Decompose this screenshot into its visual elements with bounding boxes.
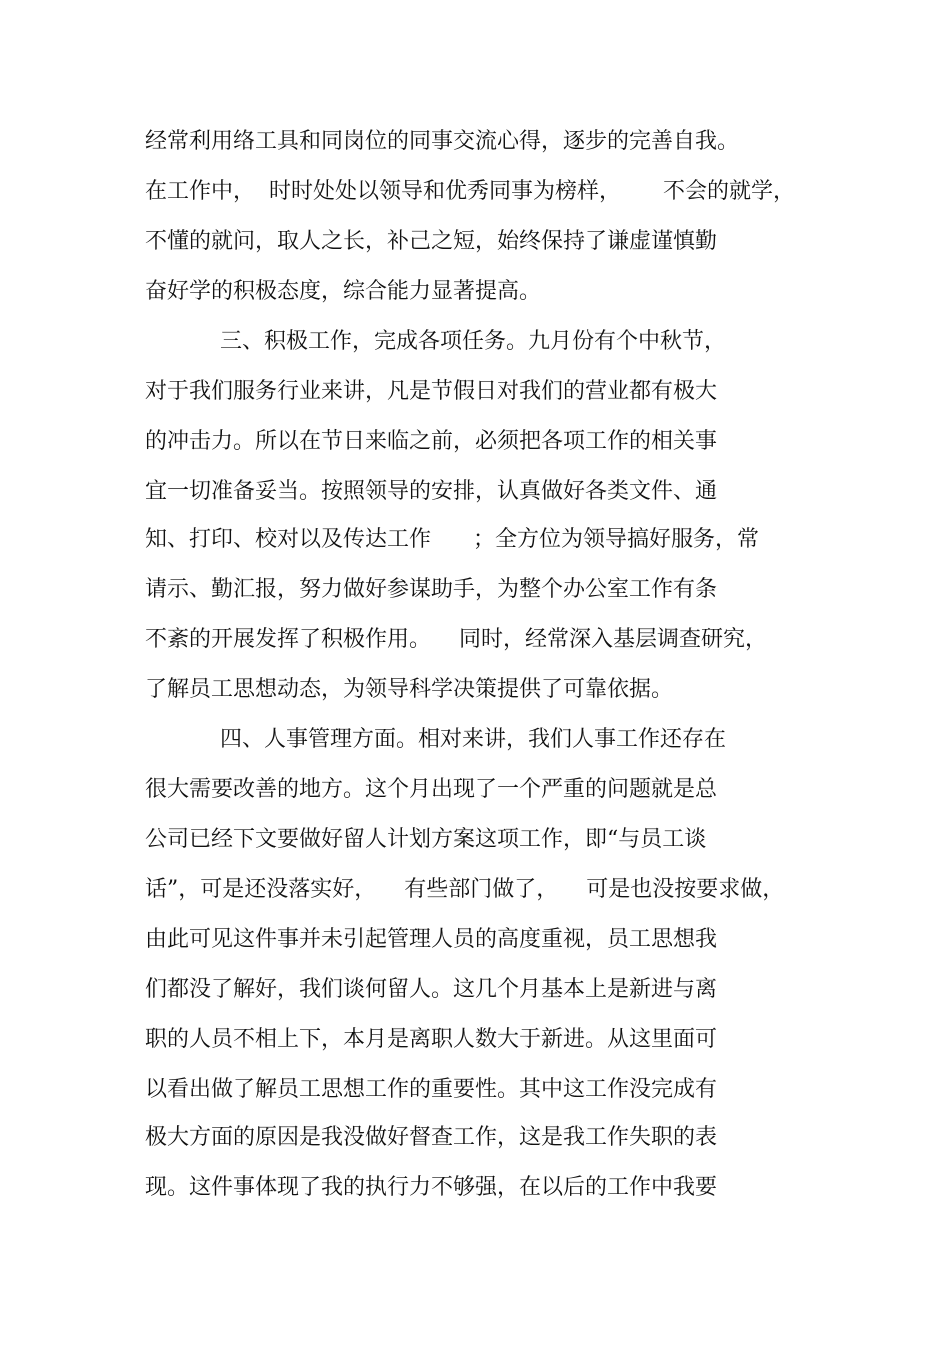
text-line: 现。这件事体现了我的执行力不够强，在以后的工作中我要 (145, 1175, 718, 1200)
text-line: 极大方面的原因是我没做好督查工作，这是我工作失职的表 (145, 1125, 718, 1150)
text-line: 话”，可是还没落实好， 有些部门做了， 可是也没按要求做， (145, 877, 785, 902)
text-line: 不懂的就问，取人之长，补己之短，始终保持了谦虚谨慎勤 (145, 229, 718, 254)
text-line: 在工作中， 时时处处以领导和优秀同事为榜样， 不会的就学， (145, 179, 795, 204)
text-line: 对于我们服务行业来讲，凡是节假日对我们的营业都有极大 (145, 379, 718, 404)
text-line: 很大需要改善的地方。这个月出现了一个严重的问题就是总 (145, 777, 718, 802)
text-line: 四、人事管理方面。相对来讲，我们人事工作还存在 (220, 727, 727, 752)
text-line: 们都没了解好，我们谈何留人。这几个月基本上是新进与离 (145, 977, 718, 1002)
text-line: 公司已经下文要做好留人计划方案这项工作，即“与员工谈 (145, 827, 707, 852)
text-line: 宜一切准备妥当。按照领导的安排，认真做好各类文件、通 (145, 479, 718, 504)
text-line: 经常利用络工具和同岗位的同事交流心得，逐步的完善自我。 (145, 129, 740, 154)
text-line: 以看出做了解员工思想工作的重要性。其中这工作没完成有 (145, 1077, 718, 1102)
text-line: 三、积极工作，完成各项任务。九月份有个中秋节， (220, 329, 727, 354)
text-line: 由此可见这件事并未引起管理人员的高度重视，员工思想我 (145, 927, 718, 952)
text-line: 请示、勤汇报，努力做好参谋助手，为整个办公室工作有条 (145, 577, 718, 602)
text-line: 职的人员不相上下，本月是离职人数大于新进。从这里面可 (145, 1027, 718, 1052)
text-line: 奋好学的积极态度，综合能力显著提高。 (145, 279, 542, 304)
text-line: 不紊的开展发挥了积极作用。 同时，经常深入基层调查研究， (145, 627, 767, 652)
text-line: 了解员工思想动态，为领导科学决策提供了可靠依据。 (145, 677, 674, 702)
text-line: 知、打印、校对以及传达工作 ；全方位为领导搞好服务，常 (145, 527, 759, 552)
text-line: 的冲击力。所以在节日来临之前，必须把各项工作的相关事 (145, 429, 718, 454)
